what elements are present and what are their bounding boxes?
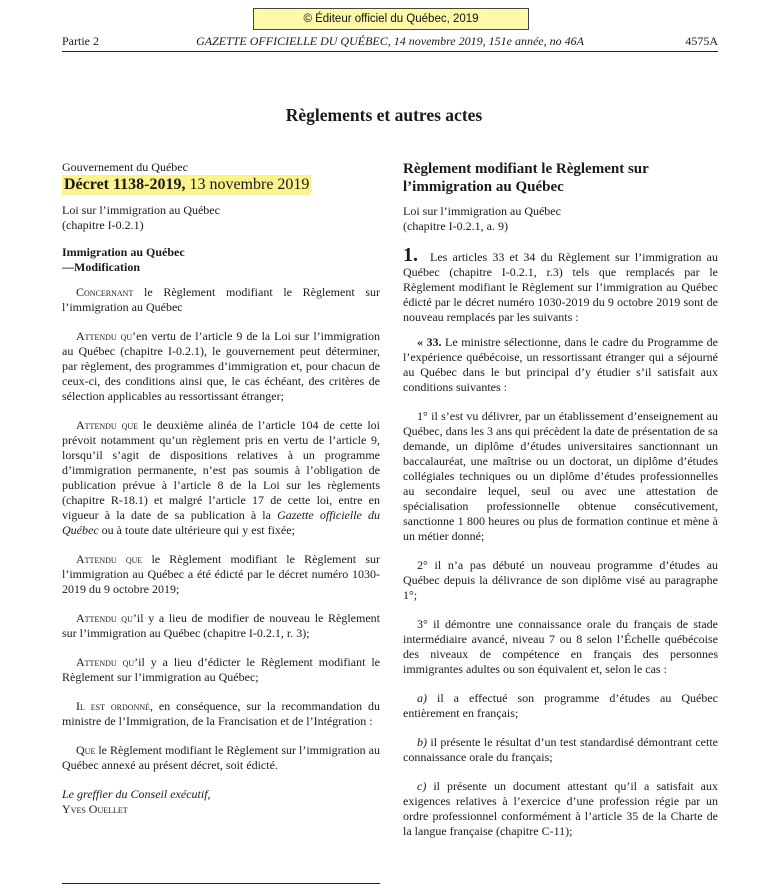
signature-rule	[62, 883, 380, 884]
paragraph-attendu-2: Attendu que le deuxième alinéa de l’article 104 de cette loi prévoit notamment qu’un règlement pris en vertu de l’article 9, lorsqu’il s’agit de dispositions relatives à un programme d’immigration permanente, n’est pas soumis à l’obligation de publication prévue à l’article 8 de la Loi sur les règlements (chapitre R-18.1) et malgré l’article 17 de cette loi, entre en vigueur à la date de sa publication à la Gazette officielle du Québec ou à toute date ultérieure qui y est fixée;	[62, 418, 380, 537]
decret-number: Décret 1138-2019,	[64, 176, 186, 193]
decret-date: 13 novembre 2019	[185, 176, 310, 193]
article-1-number: 1.	[403, 244, 418, 266]
right-column	[403, 160, 718, 839]
paragraph-attendu-3: Attendu que le Règlement modifiant le Règlement sur l’immigration au Québec a été édicté par le décret numéro 1030-2019 du 9 octobre 2019;	[62, 552, 380, 596]
condition-3-a: a) il a effectué son programme d’études au Québec entièrement en français;	[403, 691, 718, 720]
condition-3: 3° il démontre une connaissance orale du français de stade intermédiaire avancé, niveau 7 ou 8 selon l’Échelle québécoise des niveaux de compétence en français des personnes immigrantes adultes ou son équivalent et, selon le cas :	[403, 617, 718, 676]
paragraph-attendu-1: Attendu qu’en vertu de l’article 9 de la Loi sur l’immigration au Québec (chapitre I-0.2.1), le gouvernement peut déterminer, par règlement, des programmes d’immigration et, pour chacun de ceux-ci, des conditions ainsi que, le cas échéant, des critères de sélection applicables au ressortissant étranger;	[62, 329, 380, 403]
header-page-number: 4575A	[685, 34, 718, 48]
paragraph-attendu-5: Attendu qu’il y a lieu d’édicter le Règlement modifiant le Règlement sur l’immigration au Québec;	[62, 655, 380, 684]
paragraph-que: Que le Règlement modifiant le Règlement sur l’immigration au Québec annexé au présent décret, soit édicté.	[62, 743, 380, 772]
left-column	[62, 160, 380, 817]
signature-title: Le greffier du Conseil exécutif,	[62, 787, 211, 801]
header-rule	[62, 51, 718, 52]
copyright-banner: © Éditeur officiel du Québec, 2019	[253, 8, 529, 30]
paragraph-concernant: Concernant le Règlement modifiant le Règlement sur l’immigration au Québec	[62, 285, 380, 314]
regulation-law-chapter: (chapitre I-0.2.1, a. 9)	[403, 219, 508, 233]
subject-title: Immigration au Québec	[62, 245, 185, 259]
condition-1: 1° il s’est vu délivrer, par un établissement d’enseignement au Québec, dans les 3 ans qui précèdent la date de présentation de sa demande, un diplôme d’études universitaires sanctionnant un baccalauréat, une maîtrise ou un doctorat, un diplôme d’études collégiales techniques ou un diplôme d’études professionnelles au secondaire lequel, seul ou avec une attestation de spécialisation professionnelle obtenue consécutivement, sanctionne 1 800 heures ou plus de formation continue et mène à un métier donné;	[403, 409, 718, 543]
section-33: « 33. Le ministre sélectionne, dans le cadre du Programme de l’expérience québécoise, un ressortissant étranger qui a séjourné au Québec dans le but principal d’y étudier s’il satisfait aux conditions suivantes :	[403, 335, 719, 394]
condition-3-b: b) il présente le résultat d’un test standardisé démontrant cette connaissance orale du français;	[403, 735, 718, 764]
law-chapter: (chapitre I-0.2.1)	[62, 218, 144, 232]
page-header	[62, 34, 718, 51]
law-name: Loi sur l’immigration au Québec	[62, 203, 220, 217]
article-1: 1. Les articles 33 et 34 du Règlement sur l’immigration au Québec (chapitre I-0.2.1, r.3) tels que remplacés par le Règlement modifiant le Règlement sur l’immigration au Québec édicté par le décret numéro 1030-2019 du 9 octobre 2019 sont de nouveau remplacés par les suivants :	[403, 244, 718, 324]
condition-3-c: c) il présente un document attestant qu’il a satisfait aux exigences relatives à l’exercice d’une profession régie par un ordre professionnel conformément à l’article 35 de la Charte de la langue française (chapitre C-11);	[403, 779, 718, 838]
regulation-law-name: Loi sur l’immigration au Québec	[403, 204, 561, 218]
decret-heading	[62, 175, 311, 195]
subject-subtitle: —Modification	[62, 260, 140, 274]
regulation-title: Règlement modifiant le Règlement sur l’immigration au Québec	[403, 161, 649, 195]
paragraph-attendu-4: Attendu qu’il y a lieu de modifier de nouveau le Règlement sur l’immigration au Québec (chapitre I-0.2.1, r. 3);	[62, 611, 380, 640]
government-label: Gouvernement du Québec	[62, 160, 188, 174]
header-part: Partie 2	[62, 34, 99, 48]
section-title: Règlements et autres actes	[285, 105, 483, 125]
paragraph-ordonne: Il est ordonné, en conséquence, sur la recommandation du ministre de l’Immigration, de la Francisation et de l’Intégration :	[62, 699, 380, 728]
header-gazette: GAZETTE OFFICIELLE DU QUÉBEC, 14 novembre 2019, 151e année, no 46A	[196, 34, 584, 48]
signature-name: Yves Ouellet	[62, 802, 128, 816]
condition-2: 2° il n’a pas débuté un nouveau programme d’études au Québec depuis la délivrance de son diplôme visé au paragraphe 1°;	[403, 558, 718, 602]
